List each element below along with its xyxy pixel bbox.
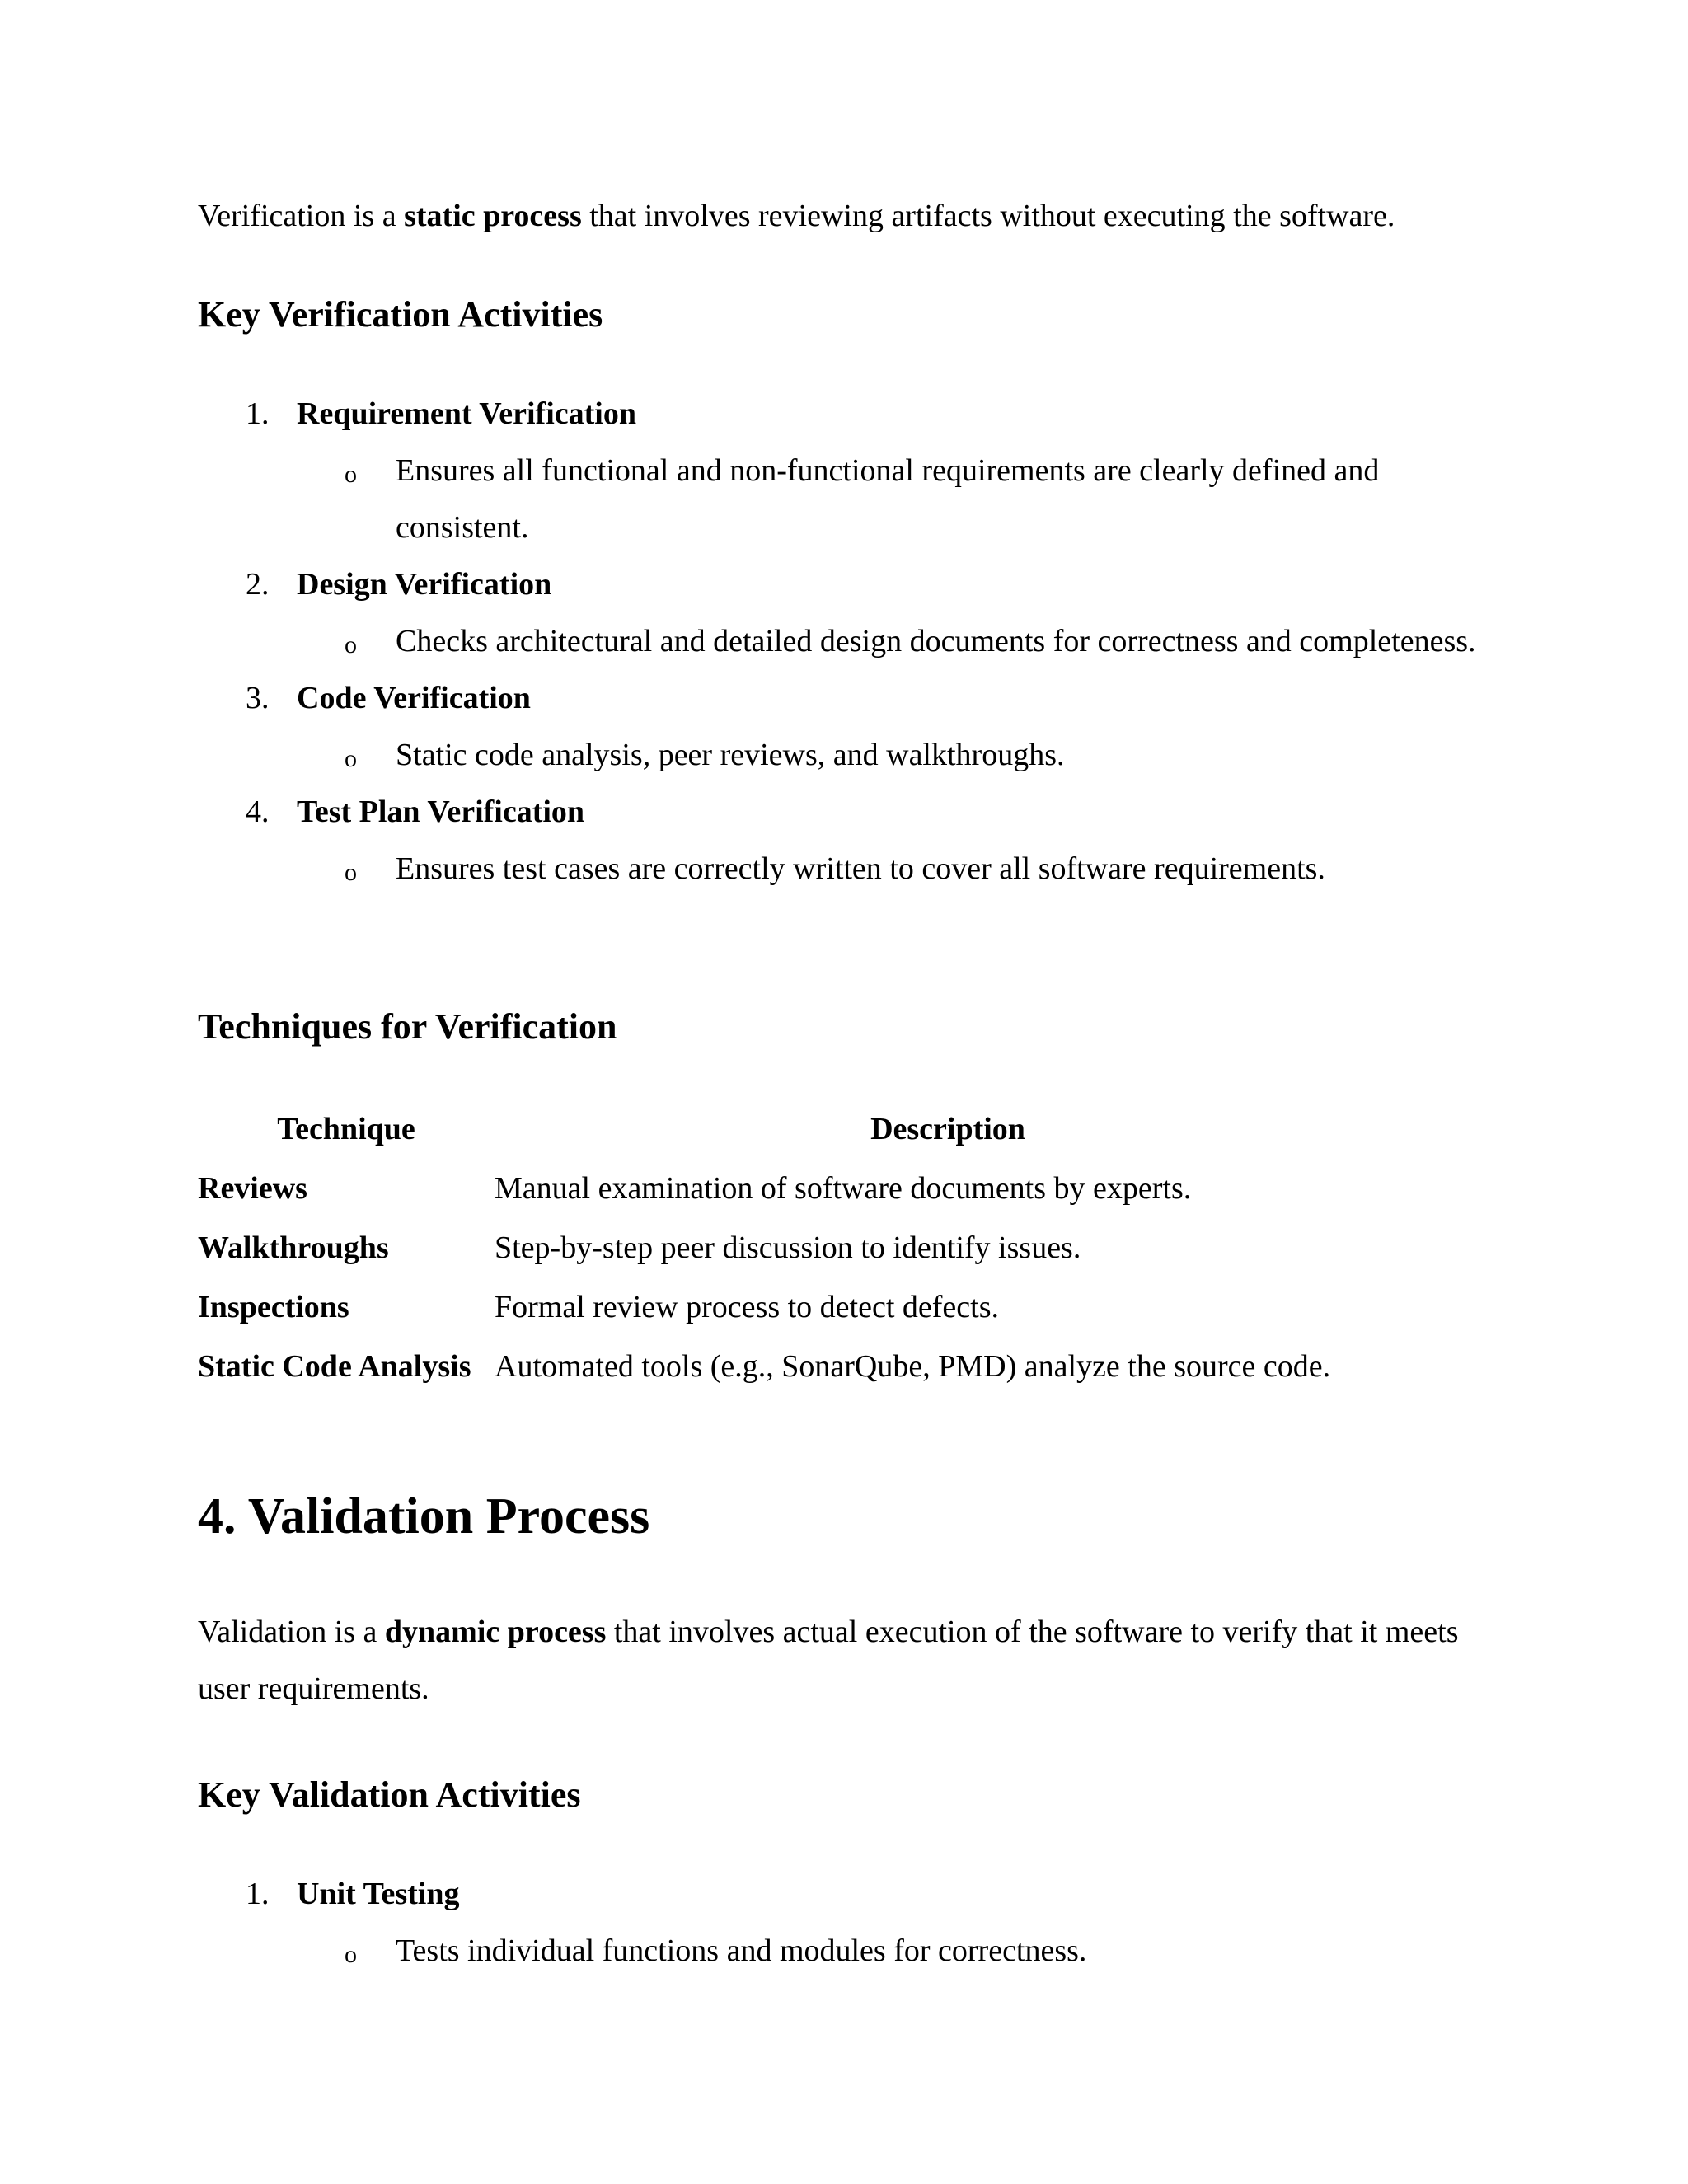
list-item xyxy=(198,1866,1517,1923)
intro-text-end: that involves reviewing artifacts without executing the software. xyxy=(581,199,1395,233)
technique-cell: Static Code Analysis xyxy=(198,1349,471,1384)
circle-bullet-icon: o xyxy=(345,1941,357,1968)
list-item xyxy=(198,386,1517,443)
list-number: 1. xyxy=(246,1877,270,1911)
description-cell: Step-by-step peer discussion to identify issues. xyxy=(495,1230,1081,1265)
column-header-technique: Technique xyxy=(277,1112,415,1146)
sub-list-item xyxy=(198,613,1517,670)
key-verification-heading: Key Verification Activities xyxy=(198,294,603,335)
list-item-description: Checks architectural and detailed design documents for correctness and completeness. xyxy=(396,624,1476,658)
validation-activities-list xyxy=(198,1866,1517,1980)
sub-list-item xyxy=(198,727,1517,784)
list-item xyxy=(198,556,1517,613)
circle-bullet-icon: o xyxy=(345,745,357,772)
list-item-title: Design Verification xyxy=(297,567,552,602)
key-validation-heading: Key Validation Activities xyxy=(198,1774,581,1815)
circle-bullet-icon: o xyxy=(345,859,357,886)
circle-bullet-icon: o xyxy=(345,631,357,658)
validation-text-end: that involves actual execution of the software to verify that it meets user requirements. xyxy=(198,1615,1459,1706)
techniques-table xyxy=(198,1099,1401,1396)
list-item-description: Ensures test cases are correctly written to cover all software requirements. xyxy=(396,851,1325,886)
list-item-title: Test Plan Verification xyxy=(297,794,585,829)
validation-bold-text: dynamic process xyxy=(384,1615,607,1649)
table-header-row xyxy=(198,1099,1401,1159)
list-item-title: Code Verification xyxy=(297,681,531,715)
description-cell: Automated tools (e.g., SonarQube, PMD) analyze the source code. xyxy=(495,1349,1331,1384)
list-item-description: Ensures all functional and non-functional requirements are clearly defined and consistent. xyxy=(396,453,1380,545)
description-cell: Formal review process to detect defects. xyxy=(495,1290,999,1324)
techniques-heading: Techniques for Verification xyxy=(198,1006,617,1047)
list-number: 1. xyxy=(246,396,270,431)
list-item-title: Requirement Verification xyxy=(297,396,636,431)
list-item-description: Static code analysis, peer reviews, and walkthroughs. xyxy=(396,738,1065,772)
sub-list-item xyxy=(198,841,1517,898)
description-cell: Manual examination of software documents by experts. xyxy=(495,1171,1192,1206)
sub-list-item xyxy=(198,443,1517,556)
technique-cell: Inspections xyxy=(198,1290,349,1324)
intro-bold-text: static process xyxy=(404,199,582,233)
list-item xyxy=(198,670,1517,727)
techniques-table-wrapper xyxy=(198,1099,1517,1396)
list-item-description: Tests individual functions and modules for correctness. xyxy=(396,1933,1087,1968)
technique-cell: Reviews xyxy=(198,1171,307,1206)
validation-paragraph xyxy=(198,1604,1484,1718)
verification-activities-list xyxy=(198,386,1517,898)
validation-text-start: Validation is a xyxy=(198,1615,385,1649)
column-header-description: Description xyxy=(870,1112,1025,1146)
list-number: 3. xyxy=(246,681,270,715)
table-row xyxy=(198,1277,1401,1337)
validation-process-heading: 4. Validation Process xyxy=(198,1488,650,1544)
table-row xyxy=(198,1218,1401,1277)
intro-text-start: Verification is a xyxy=(198,199,405,233)
list-number: 2. xyxy=(246,567,270,602)
technique-cell: Walkthroughs xyxy=(198,1230,389,1265)
list-item xyxy=(198,784,1517,841)
list-item-title: Unit Testing xyxy=(297,1877,460,1911)
intro-paragraph xyxy=(198,188,1517,245)
list-number: 4. xyxy=(246,794,270,829)
table-row xyxy=(198,1337,1401,1396)
circle-bullet-icon: o xyxy=(345,461,357,488)
table-row xyxy=(198,1159,1401,1218)
sub-list-item xyxy=(198,1923,1517,1980)
